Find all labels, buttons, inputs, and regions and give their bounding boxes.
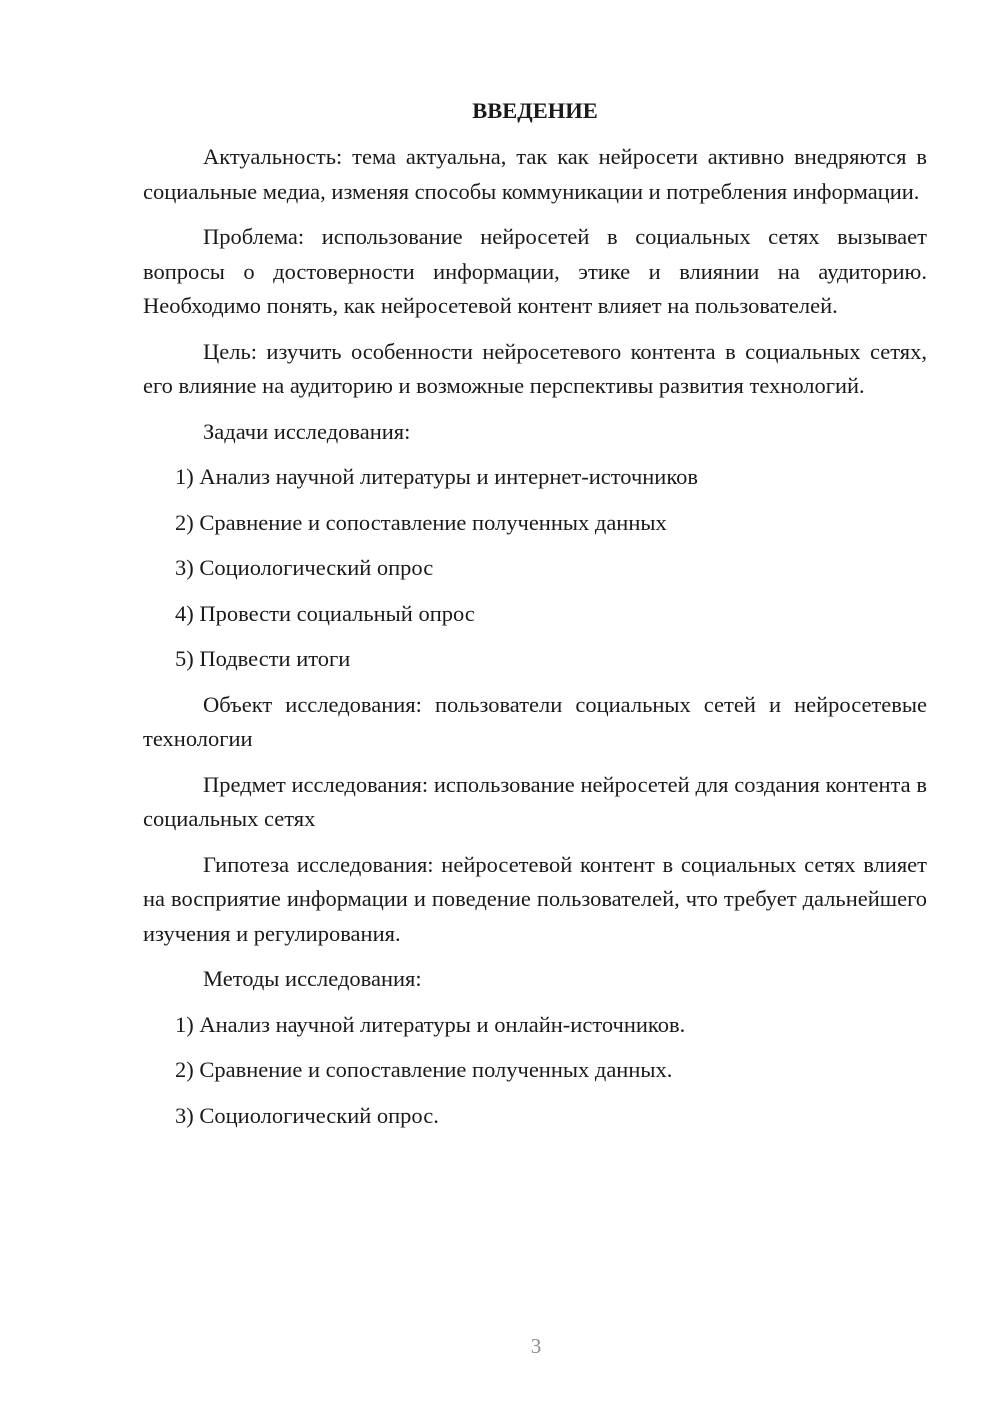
list-item: 2) Сравнение и сопоставление полученных данных.: [175, 1057, 673, 1082]
object-paragraph: Объект исследования: пользователи социальных сетей и нейросетевые технологии: [143, 691, 927, 751]
list-item: 2) Сравнение и сопоставление полученных данных: [175, 509, 667, 535]
hypothesis-paragraph: Гипотеза исследования: нейросетевой контент в социальных сетях влияет на восприятие информации и поведение пользователей, что требует дальнейшего изучения и регулирования.: [143, 851, 927, 946]
subject-paragraph: Предмет исследования: использование нейросетей для создания контента в социальных сетях: [143, 771, 927, 831]
list-item: 1) Анализ научной литературы и онлайн-источников.: [175, 1011, 686, 1037]
page-content: [143, 94, 927, 1144]
list-item: 3) Социологический опрос.: [175, 1102, 439, 1128]
relevance-paragraph: Актуальность: тема актуальна, так как нейросети активно внедряются в социальные медиа, изменяя способы коммуникации и потребления информации.: [143, 144, 927, 204]
list-item: 4) Провести социальный опрос: [175, 600, 475, 626]
tasks-heading: Задачи исследования:: [203, 418, 411, 444]
goal-paragraph: Цель: изучить особенности нейросетевого контента в социальных сетях, его влияние на аудиторию и возможные перспективы развития технологий.: [143, 338, 927, 398]
list-item: 3) Социологический опрос: [175, 555, 434, 580]
list-item: 5) Подвести итоги: [175, 646, 351, 671]
tasks-list: [143, 460, 927, 677]
methods-heading: Методы исследования:: [203, 966, 422, 991]
problem-paragraph: Проблема: использование нейросетей в социальных сетях вызывает вопросы о достоверности информации, этике и влиянии на аудиторию. Необходимо понять, как нейросетевой контент влияет на пользователей.: [143, 224, 927, 318]
list-item: 1) Анализ научной литературы и интернет-источников: [175, 464, 699, 489]
methods-list: [143, 1008, 927, 1134]
page-number: 3: [530, 1334, 542, 1358]
section-title: ВВЕДЕНИЕ: [472, 98, 598, 123]
